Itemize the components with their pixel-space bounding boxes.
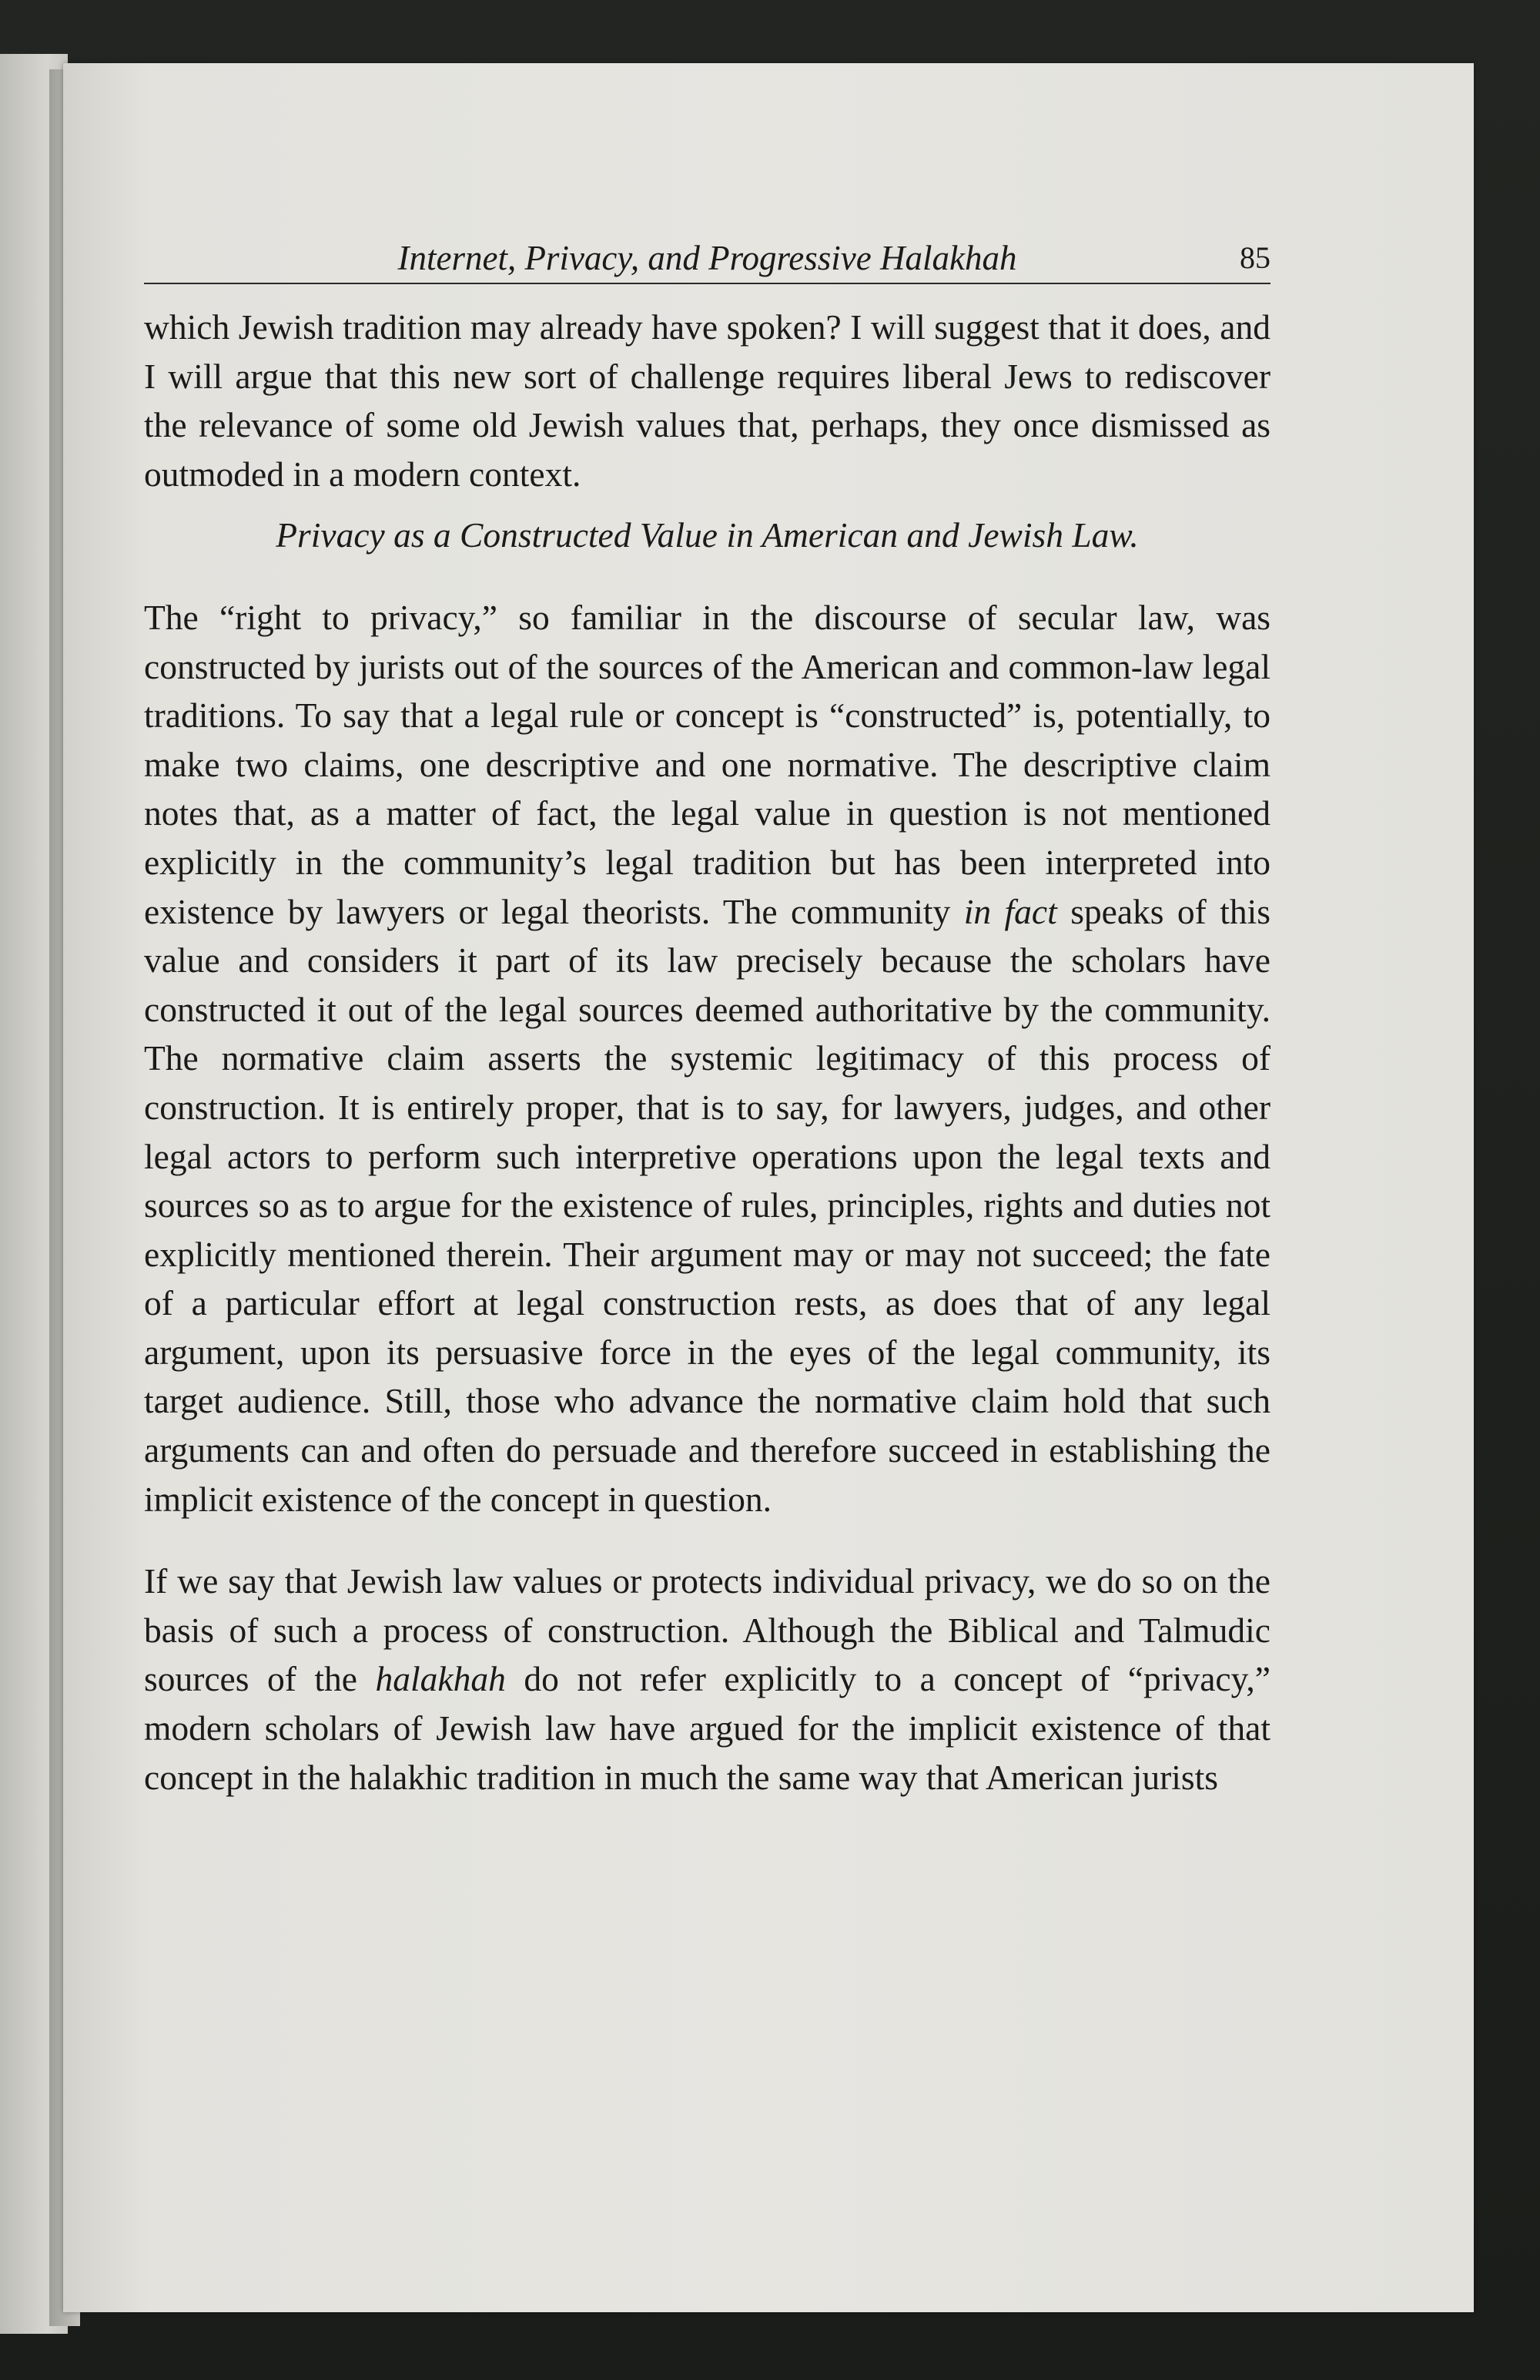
page-number: 85 (1240, 240, 1270, 275)
section-heading: Privacy as a Constructed Value in American and Jewish Law. (276, 515, 1139, 555)
paragraph-3-text-a: If we say that Jewish law values or protects individual privacy, we do so on the basis of such a process of construction. Although the Biblical and Talmudic sources of the (144, 1561, 1270, 1699)
paragraph-3-emphasis: halakhah (375, 1659, 506, 1699)
page-content (144, 236, 1270, 1802)
running-title: Internet, Privacy, and Progressive Halakhah (397, 239, 1017, 277)
running-header (144, 236, 1270, 284)
paragraph-3 (144, 1557, 1270, 1802)
paragraph-2-text-a: The “right to privacy,” so familiar in the discourse of secular law, was constructed by jurists out of the sources of the American and common-law legal traditions. To say that a legal rule or concept is “constructed” is, potentially, to make two claims, one descriptive and one normative. The descriptive claim notes that, as a matter of fact, the legal value in question is not mentioned explicitly in the community’s legal tradition but has been interpreted into existence by lawyers or legal theorists. The community (144, 597, 1270, 931)
paragraph-2 (144, 593, 1270, 1524)
paragraph-1: which Jewish tradition may already have spoken? I will suggest that it does, and I will argue that this new sort of challenge requires liberal Jews to rediscover the relevance of some old Jewish values that, perhaps, they once dismissed as outmoded in a modern context. (144, 307, 1270, 494)
paragraph-2-emphasis: in fact (963, 891, 1057, 931)
book-page (63, 63, 1474, 2312)
paragraph-2-text-b: speaks of this value and considers it part of its law precisely because the scholars have constructed it out of the legal sources deemed authoritative by the community. The normative claim asserts the systemic legitimacy of this process of construction. It is entirely proper, that is to say, for lawyers, judges, and other legal actors to perform such interpretive operations upon the legal texts and sources so as to argue for the existence of rules, principles, rights and duties not explicitly mentioned therein. Their argument may or may not succeed; the fate of a particular effort at legal construction rests, as does that of any legal argument, upon its persuasive force in the eyes of the legal community, its target audience. Still, those who advance the normative claim hold that such arguments can and often do persuade and therefore succeed in establishing the implicit existence of the concept in question. (144, 891, 1270, 1519)
paragraph-3-text-b: do not refer explicitly to a concept of “privacy,” modern scholars of Jewish law have argued for the implicit existence of that concept in the halakhic tradition in much the same way that American jurists (144, 1659, 1270, 1797)
